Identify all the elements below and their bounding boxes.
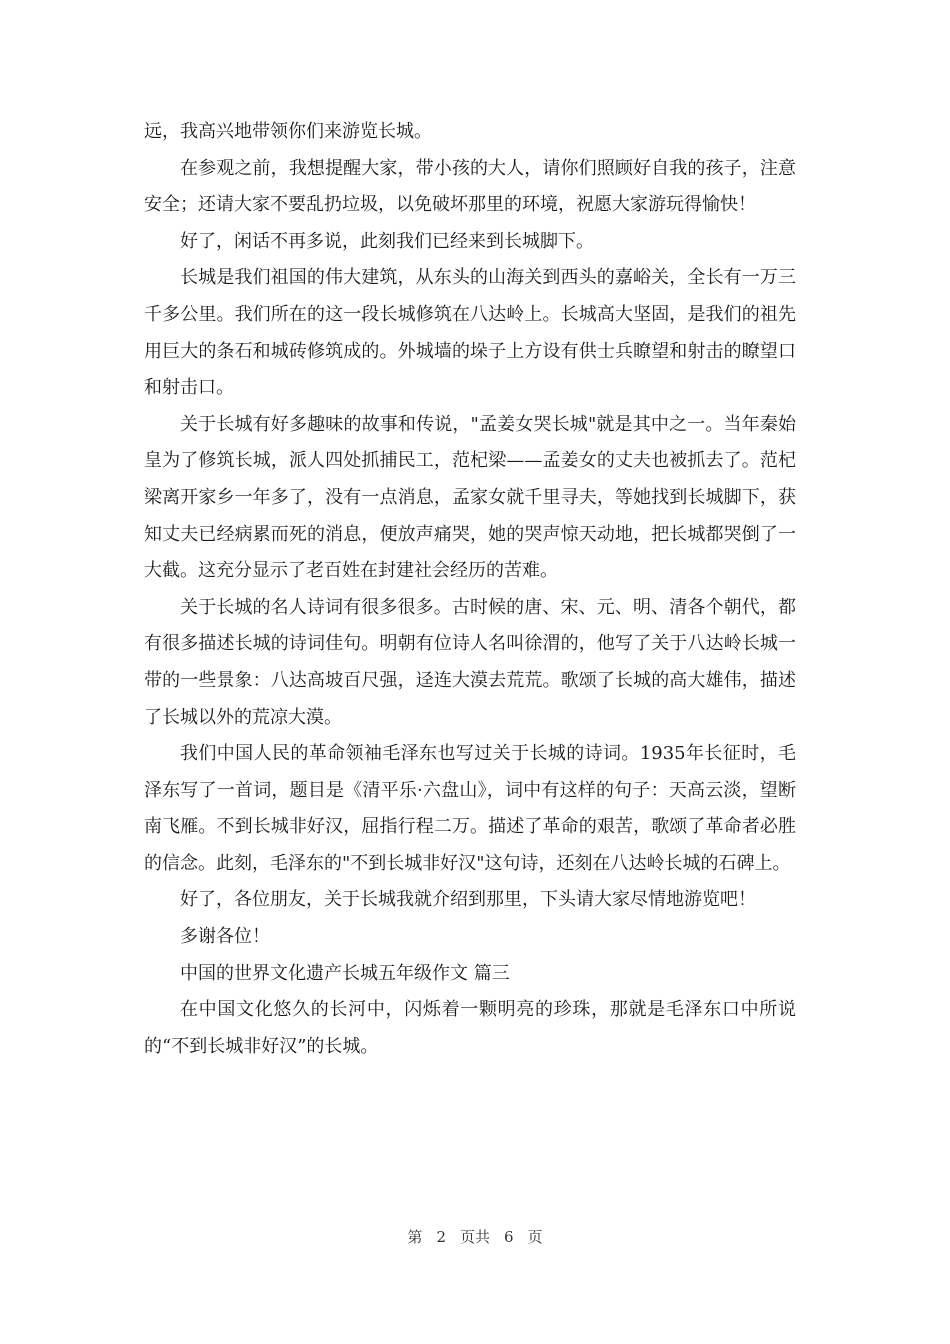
- paragraph-11: 在中国文化悠久的长河中，闪烁着一颗明亮的珍珠，那就是毛泽东口中所说的“不到长城非好汉”的长城。: [144, 999, 796, 1057]
- footer-prefix: 第: [407, 1228, 423, 1246]
- paragraph-1: 远，我高兴地带领你们来游览长城。: [144, 121, 432, 142]
- footer-suffix: 页: [527, 1228, 543, 1246]
- paragraph-3: 好了，闲话不再多说，此刻我们已经来到长城脚下。: [180, 230, 594, 252]
- page-footer: [0, 1226, 950, 1247]
- footer-current-page: 2: [436, 1228, 446, 1246]
- paragraph-4: 长城是我们祖国的伟大建筑，从东头的山海关到西头的嘉峪关，全长有一万三千多公里。我们所在的这一段长城修筑在八达岭上。长城高大坚固，是我们的祖先用巨大的条石和城砖修筑成的。外城墙的垛子上方设有供士兵瞭望和射击的瞭望口和射击口。: [144, 267, 796, 399]
- paragraph-9: 多谢各位！: [180, 926, 270, 948]
- section-heading: 中国的世界文化遗产长城五年级作文 篇三: [180, 962, 510, 984]
- document-body: [144, 114, 796, 1065]
- paragraph-2: 在参观之前，我想提醒大家，带小孩的大人，请你们照顾好自我的孩子，注意安全；还请大家不要乱扔垃圾，以免破坏那里的环境，祝愿大家游玩得愉快！: [144, 157, 796, 216]
- footer-middle: 页共: [459, 1228, 490, 1246]
- paragraph-5: 关于长城有好多趣味的故事和传说，"孟姜女哭长城"就是其中之一。当年秦始皇为了修筑长城，派人四处抓捕民工，范杞梁——孟姜女的丈夫也被抓去了。范杞梁离开家乡一年多了，没有一点消息，孟家女就千里寻夫，等她找到长城脚下，获知丈夫已经病累而死的消息，便放声痛哭，她的哭声惊天动地，把长城都哭倒了一大截。这充分显示了老百姓在封建社会经历的苦难。: [144, 413, 796, 582]
- paragraph-6: 关于长城的名人诗词有很多很多。古时候的唐、宋、元、明、清各个朝代，都有很多描述长城的诗词佳句。明朝有位诗人名叫徐渭的，他写了关于八达岭长城一带的一些景象：八达高坡百尺强，迳连大漠去荒荒。歌颂了长城的高大雄伟，描述了长城以外的荒凉大漠。: [144, 596, 796, 728]
- footer-total-pages: 6: [504, 1228, 514, 1246]
- paragraph-8: 好了，各位朋友，关于长城我就介绍到那里，下头请大家尽情地游览吧！: [180, 889, 756, 911]
- paragraph-7: 我们中国人民的革命领袖毛泽东也写过关于长城的诗词。1935年长征时，毛泽东写了一首词，题目是《清平乐·六盘山》，词中有这样的句子：天高云淡，望断南飞雁。不到长城非好汉，屈指行程二万。描述了革命的艰苦，歌颂了革命者必胜的信念。此刻，毛泽东的"不到长城非好汉"这句诗，还刻在八达岭长城的石碑上。: [144, 743, 796, 874]
